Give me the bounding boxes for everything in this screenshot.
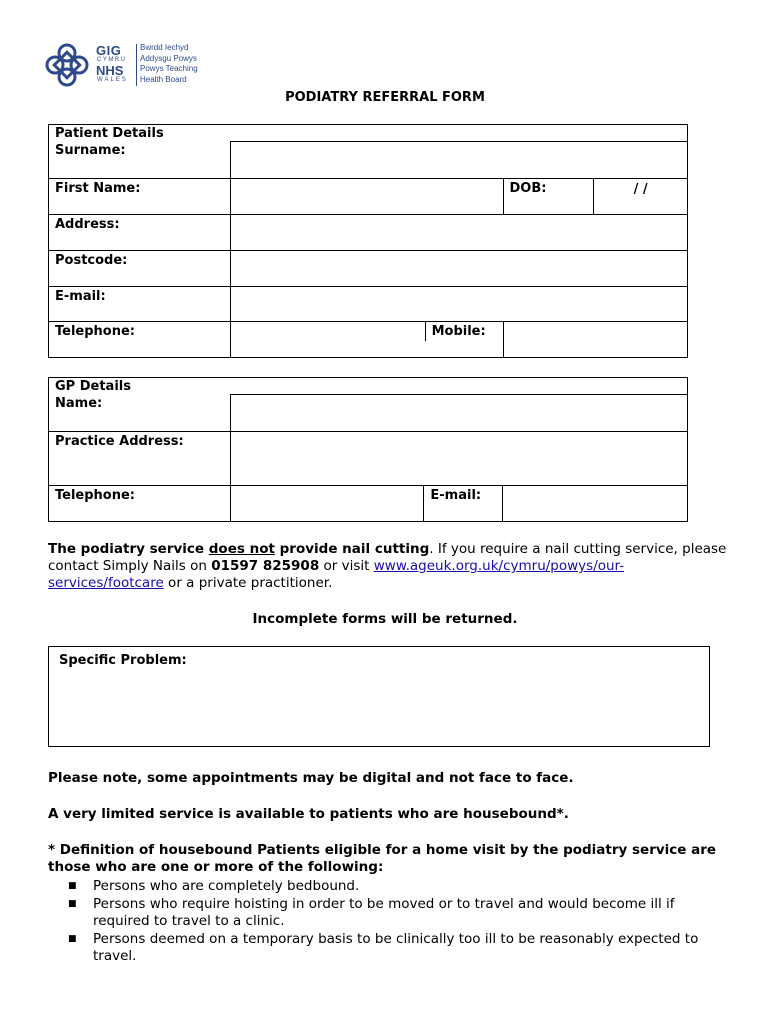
notice-text-3: or a private practitioner. <box>163 575 333 591</box>
surname-label: Surname: <box>49 142 231 179</box>
patient-details-table <box>48 124 688 358</box>
housebound-criteria-list <box>48 878 728 966</box>
celtic-knot-icon <box>44 42 90 88</box>
surname-field[interactable] <box>230 142 687 179</box>
dob-field[interactable] <box>594 179 688 215</box>
practice-address-label: Practice Address: <box>49 432 231 486</box>
address-label: Address: <box>49 215 231 251</box>
logo-board-line: Health Board <box>140 74 187 84</box>
list-item-text: Persons who are completely bedbound. <box>93 878 360 894</box>
address-field[interactable] <box>230 215 687 251</box>
form-title: PODIATRY REFERRAL FORM <box>285 90 485 105</box>
dob-label: DOB: <box>503 179 594 215</box>
list-item-text: Persons deemed on a temporary basis to be clinically too ill to be reasonably expected to travel. <box>93 930 699 964</box>
dob-separators: / / <box>633 182 648 197</box>
list-item <box>48 931 728 966</box>
telephone-label: Telephone: <box>49 322 231 358</box>
logo-cymru-text: CYMRU <box>97 57 127 63</box>
email-label: E-mail: <box>49 287 231 322</box>
bullet-icon: ■ <box>68 933 77 944</box>
gp-details-heading: GP Details <box>49 378 688 395</box>
bullet-icon: ■ <box>68 898 77 909</box>
nail-cutting-notice <box>48 541 728 592</box>
gp-name-field[interactable] <box>230 395 687 432</box>
notice-text: . If you require a nail cutting service, please contact Simply Nails on <box>48 541 727 574</box>
specific-problem-field[interactable] <box>48 646 710 747</box>
notice-does-not: does not <box>208 541 275 557</box>
first-name-field[interactable] <box>230 179 503 215</box>
postcode-label: Postcode: <box>49 251 231 287</box>
logo-board-name <box>140 43 198 85</box>
patient-details-heading: Patient Details <box>49 125 688 142</box>
notice-text-bold-2: provide nail cutting <box>274 541 430 557</box>
notice-text-2: or visit <box>319 558 374 574</box>
mobile-field[interactable] <box>503 322 687 358</box>
list-item-text: Persons who require hoisting in order to be moved or to travel and would become ill if required to travel to a clinic. <box>93 895 675 929</box>
telephone-field[interactable] <box>231 322 425 341</box>
gp-telephone-label: Telephone: <box>49 486 231 522</box>
logo-gig-text: GIG <box>96 43 122 58</box>
logo-board-line: Bwrdd Iechyd <box>140 43 189 52</box>
gp-name-label: Name: <box>49 395 231 432</box>
gp-telephone-field[interactable] <box>230 486 424 522</box>
footcare-link[interactable]: www.ageuk.org.uk/cymru/powys/our-services/footcare <box>48 558 625 591</box>
logo-nhs-text: NHS <box>96 63 124 78</box>
list-item <box>48 878 728 896</box>
first-name-label: First Name: <box>49 179 231 215</box>
bullet-icon: ■ <box>68 881 77 891</box>
email-field[interactable] <box>230 287 687 322</box>
logo-wales-text: WALES <box>97 77 128 83</box>
housebound-note: A very limited service is available to patients who are housebound*. <box>48 806 569 822</box>
digital-appointments-note: Please note, some appointments may be digital and not face to face. <box>48 770 574 786</box>
practice-address-field[interactable] <box>230 432 687 486</box>
logo-board-line: Powys Teaching <box>140 64 198 73</box>
telephone-field-cell <box>230 322 503 358</box>
gp-details-table <box>48 377 688 522</box>
incomplete-forms-note: Incomplete forms will be returned. <box>252 611 518 627</box>
gp-email-field[interactable] <box>503 486 688 522</box>
list-item <box>48 896 728 931</box>
gp-email-label: E-mail: <box>424 486 503 522</box>
mobile-label: Mobile: <box>425 322 503 341</box>
notice-text-bold: The podiatry service <box>48 541 209 557</box>
specific-problem-label: Specific Problem: <box>59 653 187 668</box>
notice-phone: 01597 825908 <box>211 558 320 574</box>
logo-board-line: Addysgu Powys <box>140 53 197 63</box>
logo-divider <box>136 44 137 86</box>
housebound-definition: * Definition of housebound Patients eligible for a home visit by the podiatry service are those who are one or more of the following: <box>48 842 717 875</box>
health-board-logo <box>44 40 214 90</box>
postcode-field[interactable] <box>230 251 687 287</box>
